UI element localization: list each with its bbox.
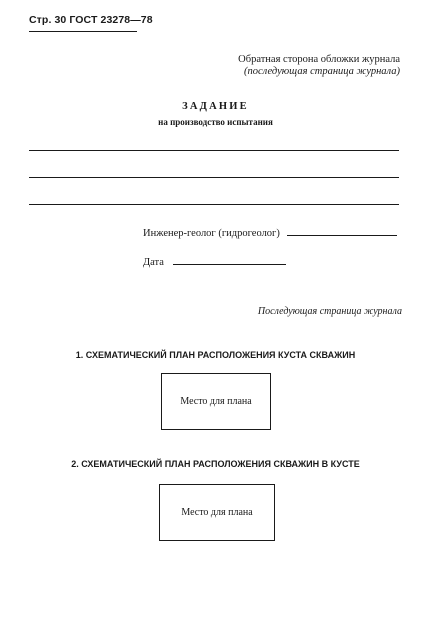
plan-box-2[interactable] xyxy=(159,484,275,541)
task-fill-line-1[interactable] xyxy=(29,150,399,151)
cover-note-line2: (последующая страница журнала) xyxy=(244,66,400,77)
plan-box-1[interactable] xyxy=(161,373,271,430)
engineer-signature-line[interactable] xyxy=(287,235,397,236)
section-1-heading: 1. СХЕМАТИЧЕСКИЙ ПЛАН РАСПОЛОЖЕНИЯ КУСТА СКВАЖИН xyxy=(75,350,356,360)
date-line[interactable] xyxy=(173,264,286,265)
cover-note-line1: Обратная сторона обложки журнала xyxy=(238,54,400,65)
engineer-label: Инженер-геолог (гидрогеолог) xyxy=(143,228,280,239)
task-subtitle: на производство испытания xyxy=(158,117,273,127)
task-fill-line-3[interactable] xyxy=(29,204,399,205)
header-rule xyxy=(29,31,137,32)
plan-box-2-label: Место для плана xyxy=(181,507,253,518)
section-2-heading: 2. СХЕМАТИЧЕСКИЙ ПЛАН РАСПОЛОЖЕНИЯ СКВАЖИН В КУСТЕ xyxy=(71,459,360,469)
task-fill-line-2[interactable] xyxy=(29,177,399,178)
task-title: ЗАДАНИЕ xyxy=(182,101,249,112)
cover-note xyxy=(238,54,400,78)
date-label: Дата xyxy=(143,257,164,268)
next-page-label: Последующая страница журнала xyxy=(257,306,402,317)
plan-box-1-label: Место для плана xyxy=(180,396,252,407)
page-header: Стр. 30 ГОСТ 23278—78 xyxy=(29,14,153,26)
